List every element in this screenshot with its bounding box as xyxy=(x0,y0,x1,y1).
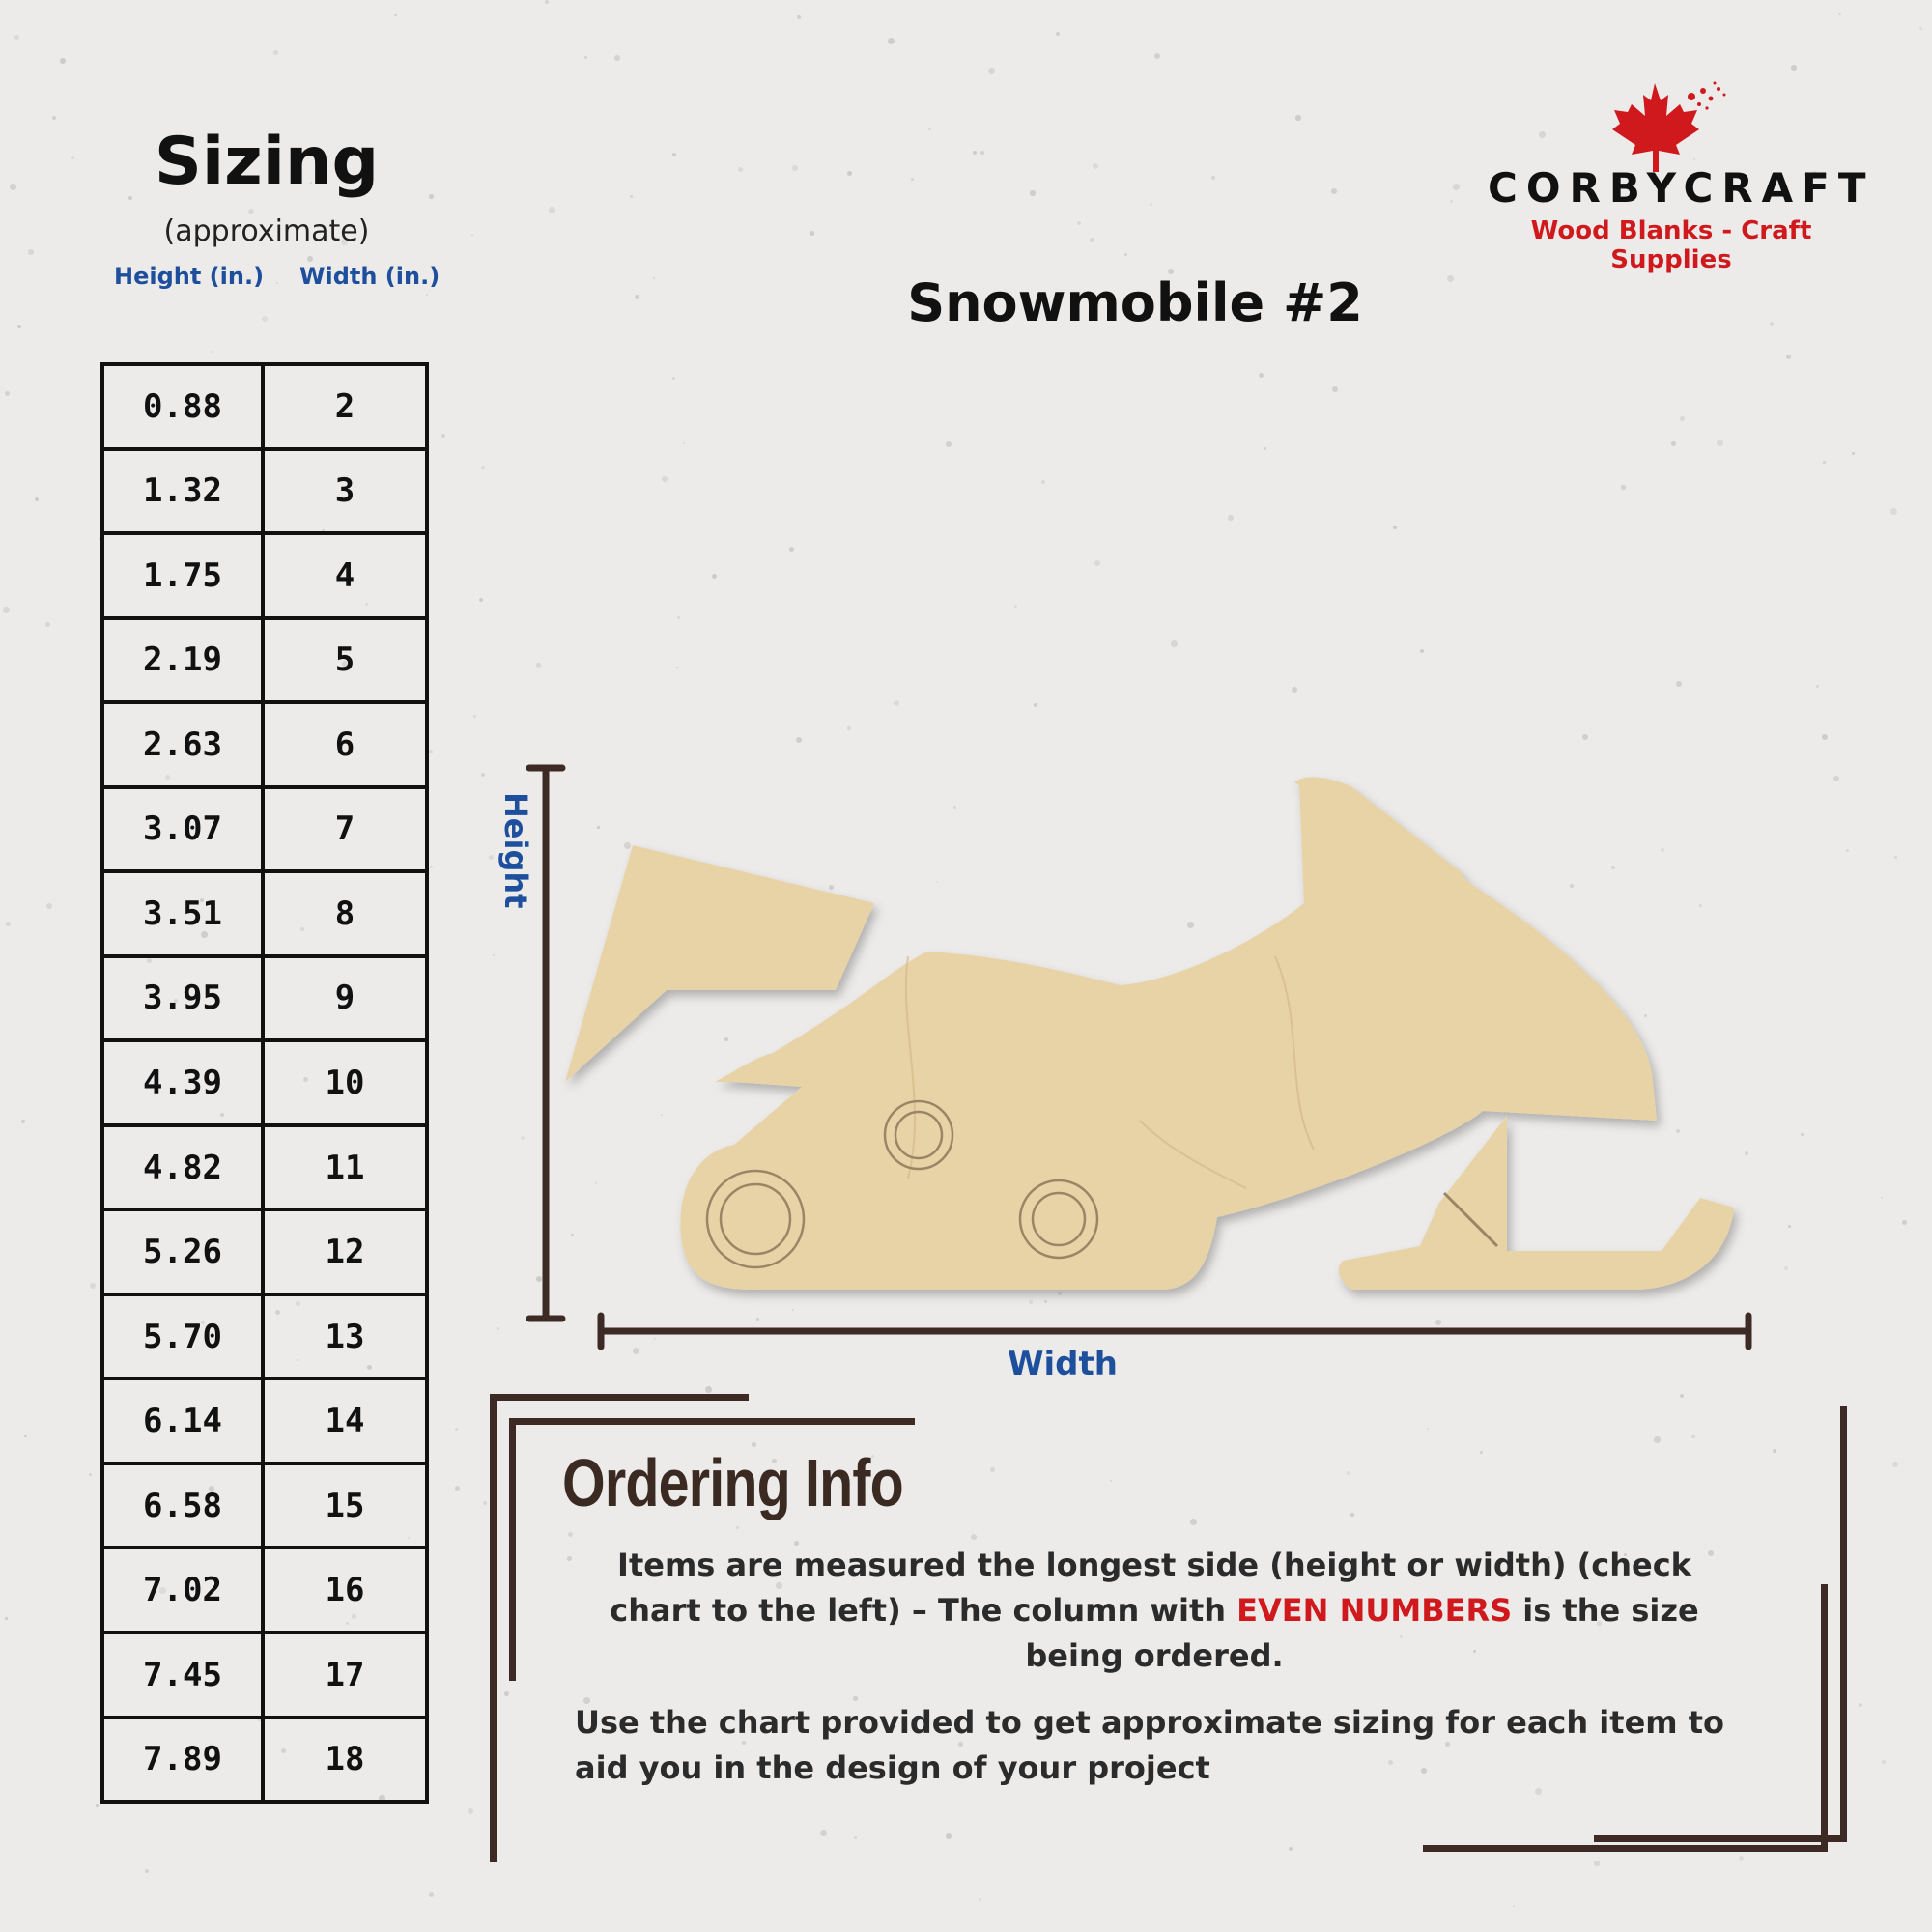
texture-speck xyxy=(1513,1905,1515,1907)
texture-speck xyxy=(1350,1513,1354,1517)
height-column-header: Height (in.) xyxy=(114,263,265,290)
texture-speck xyxy=(429,194,434,199)
texture-speck xyxy=(672,377,675,380)
texture-speck xyxy=(854,1836,857,1839)
width-label: Width xyxy=(1008,1345,1118,1383)
texture-speck xyxy=(96,1804,99,1807)
sizing-subtitle: (approximate) xyxy=(163,214,370,248)
size-row xyxy=(104,700,425,785)
texture-speck xyxy=(820,1830,827,1836)
texture-speck xyxy=(792,165,798,171)
sizing-title: Sizing xyxy=(154,124,380,200)
texture-speck xyxy=(426,294,428,296)
height-cell: 0.88 xyxy=(104,366,265,447)
texture-speck xyxy=(1801,1133,1804,1136)
texture-speck xyxy=(1393,526,1397,529)
texture-speck xyxy=(5,391,10,396)
size-row xyxy=(104,785,425,870)
texture-speck xyxy=(90,1283,96,1289)
width-cell: 7 xyxy=(334,810,355,849)
texture-speck xyxy=(979,1898,981,1901)
height-label: Height xyxy=(497,792,534,909)
texture-speck xyxy=(483,1501,487,1505)
texture-speck xyxy=(17,325,21,328)
even-numbers-highlight: EVEN NUMBERS xyxy=(1236,1592,1513,1629)
texture-speck xyxy=(1292,687,1297,693)
texture-speck xyxy=(568,1532,573,1537)
width-cell: 16 xyxy=(325,1571,365,1610)
texture-speck xyxy=(738,167,743,172)
texture-speck xyxy=(683,442,685,444)
size-row xyxy=(104,616,425,701)
size-row xyxy=(104,1631,425,1716)
texture-speck xyxy=(21,1120,25,1123)
width-cell: 5 xyxy=(334,640,355,680)
texture-speck xyxy=(14,35,19,40)
frame-line xyxy=(1840,1406,1847,1842)
texture-speck xyxy=(1890,508,1897,515)
size-row xyxy=(104,1546,425,1631)
height-cell: 4.82 xyxy=(104,1127,265,1208)
width-column-header: Width (in.) xyxy=(299,263,440,290)
size-row xyxy=(104,531,425,616)
texture-speck xyxy=(796,737,802,743)
texture-speck xyxy=(1902,1220,1907,1225)
texture-speck xyxy=(1594,1861,1600,1866)
texture-speck xyxy=(1691,1435,1695,1438)
texture-speck xyxy=(1014,605,1017,608)
texture-speck xyxy=(584,56,587,59)
texture-speck xyxy=(1671,441,1676,446)
texture-speck xyxy=(705,1386,712,1393)
texture-speck xyxy=(797,15,801,19)
maple-leaf-icon xyxy=(1599,79,1734,176)
texture-speck xyxy=(1347,1471,1350,1475)
texture-speck xyxy=(1090,238,1094,242)
texture-speck xyxy=(1680,416,1685,421)
texture-speck xyxy=(1435,1320,1441,1325)
texture-speck xyxy=(911,178,914,181)
size-row xyxy=(104,1462,425,1547)
texture-speck xyxy=(28,249,34,255)
texture-speck xyxy=(273,50,278,55)
texture-speck xyxy=(1190,1519,1197,1525)
texture-speck xyxy=(1892,1462,1898,1467)
frame-line xyxy=(1821,1584,1828,1850)
texture-speck xyxy=(1331,188,1337,194)
texture-speck xyxy=(1450,200,1453,203)
texture-speck xyxy=(1852,452,1855,455)
texture-speck xyxy=(1228,515,1234,521)
texture-speck xyxy=(481,773,485,777)
texture-speck xyxy=(1094,560,1100,566)
ordering-text: Items are measured the longest side (height or width) (check chart to the left) – The column with xyxy=(610,1547,1691,1629)
texture-speck xyxy=(1124,253,1127,256)
texture-speck xyxy=(1041,480,1045,484)
product-title: Snowmobile #2 xyxy=(907,272,1363,333)
texture-speck xyxy=(441,434,445,438)
texture-speck xyxy=(677,616,680,619)
frame-line xyxy=(1423,1845,1828,1852)
height-cell: 3.51 xyxy=(104,873,265,954)
texture-speck xyxy=(6,922,11,926)
texture-speck xyxy=(630,195,633,198)
texture-speck xyxy=(549,207,555,213)
height-cell: 6.58 xyxy=(104,1465,265,1547)
texture-speck xyxy=(672,153,676,156)
texture-speck xyxy=(567,1556,572,1561)
texture-speck xyxy=(946,1833,952,1839)
texture-speck xyxy=(262,316,268,322)
ordering-info-title: Ordering Info xyxy=(562,1445,903,1520)
texture-speck xyxy=(429,1892,434,1897)
texture-speck xyxy=(894,700,899,706)
texture-speck xyxy=(973,151,977,155)
texture-speck xyxy=(1264,447,1266,450)
texture-speck xyxy=(1816,685,1819,688)
texture-speck xyxy=(1332,386,1338,392)
size-table xyxy=(100,362,429,1804)
texture-speck xyxy=(3,607,10,613)
size-row xyxy=(104,447,425,532)
texture-speck xyxy=(847,726,851,730)
texture-speck xyxy=(473,715,476,718)
texture-speck xyxy=(145,1869,149,1873)
texture-speck xyxy=(46,903,52,909)
texture-speck xyxy=(1415,1328,1421,1334)
texture-speck xyxy=(1453,184,1460,190)
texture-speck xyxy=(988,68,995,74)
texture-speck xyxy=(1881,1197,1883,1199)
texture-speck xyxy=(676,667,678,668)
texture-speck xyxy=(1770,322,1774,326)
texture-speck xyxy=(504,1691,509,1696)
texture-speck xyxy=(662,476,668,482)
width-cell: 18 xyxy=(325,1740,365,1779)
texture-speck xyxy=(847,171,852,176)
texture-speck xyxy=(971,1534,977,1540)
size-row xyxy=(104,1377,425,1462)
height-cell: 7.45 xyxy=(104,1634,265,1716)
texture-speck xyxy=(394,14,397,16)
texture-speck xyxy=(471,234,473,236)
texture-speck xyxy=(1823,461,1826,464)
texture-speck xyxy=(89,1473,92,1476)
ordering-info-paragraph xyxy=(575,1543,1734,1679)
width-cell: 13 xyxy=(325,1317,365,1356)
texture-speck xyxy=(24,1435,27,1437)
texture-speck xyxy=(521,1136,525,1140)
height-cell: 4.39 xyxy=(104,1042,265,1123)
texture-speck xyxy=(211,351,213,353)
texture-speck xyxy=(1539,131,1546,138)
texture-speck xyxy=(1833,776,1839,781)
width-cell: 9 xyxy=(334,979,355,1018)
height-cell: 3.95 xyxy=(104,958,265,1039)
size-row xyxy=(104,366,425,447)
texture-speck xyxy=(789,547,794,552)
height-cell: 3.07 xyxy=(104,789,265,870)
height-cell: 5.26 xyxy=(104,1211,265,1293)
texture-speck xyxy=(1846,849,1849,852)
texture-speck xyxy=(1259,373,1264,378)
texture-speck xyxy=(479,598,483,602)
texture-speck xyxy=(1295,115,1301,121)
texture-speck xyxy=(1582,734,1588,740)
height-cell: 1.32 xyxy=(104,451,265,532)
texture-speck xyxy=(1056,32,1060,36)
texture-speck xyxy=(1289,1847,1293,1851)
texture-speck xyxy=(712,574,717,579)
width-cell: 15 xyxy=(325,1486,365,1525)
texture-speck xyxy=(946,441,952,447)
texture-speck xyxy=(1784,1266,1788,1270)
texture-speck xyxy=(928,128,931,130)
texture-speck xyxy=(1717,440,1723,446)
texture-speck xyxy=(71,156,74,159)
texture-speck xyxy=(633,1348,639,1354)
texture-speck xyxy=(430,866,433,868)
width-cell: 2 xyxy=(334,386,355,426)
width-cell: 17 xyxy=(325,1655,365,1694)
width-cell: 14 xyxy=(325,1402,365,1441)
size-row xyxy=(104,869,425,954)
texture-speck xyxy=(1859,1703,1862,1707)
height-cell: 1.75 xyxy=(104,535,265,616)
frame-line xyxy=(1594,1835,1847,1842)
brand-name: CORBYCRAFT xyxy=(1488,164,1875,212)
width-cell: 12 xyxy=(325,1233,365,1272)
texture-speck xyxy=(1919,27,1922,30)
texture-speck xyxy=(1894,856,1897,859)
size-row xyxy=(104,954,425,1039)
texture-speck xyxy=(60,58,66,64)
texture-speck xyxy=(980,151,984,155)
texture-speck xyxy=(429,750,433,753)
texture-speck xyxy=(1034,703,1037,707)
texture-speck xyxy=(1420,649,1424,653)
size-row xyxy=(104,1123,425,1208)
texture-speck xyxy=(1447,275,1454,282)
frame-line xyxy=(490,1394,749,1401)
width-cell: 11 xyxy=(325,1148,365,1187)
texture-speck xyxy=(468,1808,473,1814)
texture-speck xyxy=(1838,13,1841,15)
height-cell: 7.02 xyxy=(104,1549,265,1631)
texture-speck xyxy=(654,1338,656,1340)
width-cell: 8 xyxy=(334,894,355,933)
texture-speck xyxy=(1154,53,1160,59)
texture-speck xyxy=(1791,65,1797,71)
texture-speck xyxy=(1822,734,1828,740)
texture-speck xyxy=(1093,163,1098,169)
size-row xyxy=(104,1038,425,1123)
width-cell: 4 xyxy=(334,555,355,595)
texture-speck xyxy=(481,466,485,469)
texture-speck xyxy=(1110,1480,1112,1482)
brand-tagline: Wood Blanks - Craft Supplies xyxy=(1530,216,1812,274)
texture-speck xyxy=(736,1526,739,1529)
texture-speck xyxy=(1077,221,1081,225)
texture-speck xyxy=(45,622,50,627)
texture-speck xyxy=(1739,1856,1744,1861)
size-row xyxy=(104,1716,425,1801)
size-row xyxy=(104,1293,425,1378)
texture-speck xyxy=(1788,1225,1791,1228)
frame-line xyxy=(490,1394,497,1862)
texture-speck xyxy=(888,38,895,44)
width-cell: 10 xyxy=(325,1064,365,1103)
frame-line xyxy=(509,1418,915,1425)
texture-speck xyxy=(10,184,16,190)
texture-speck xyxy=(493,954,495,956)
height-cell: 2.19 xyxy=(104,620,265,701)
texture-speck xyxy=(1621,485,1626,490)
texture-speck xyxy=(307,256,313,262)
height-cell: 7.89 xyxy=(104,1719,265,1801)
texture-speck xyxy=(614,55,620,61)
texture-speck xyxy=(1882,1760,1886,1764)
ordering-text: is the size being ordered. xyxy=(1025,1592,1699,1674)
texture-speck xyxy=(35,497,39,501)
texture-speck xyxy=(1480,1451,1483,1454)
height-cell: 2.63 xyxy=(104,704,265,785)
ordering-info-paragraph-2: Use the chart provided to get approximate sizing for each item to aid you in the design of your project xyxy=(575,1704,1725,1786)
texture-speck xyxy=(536,663,541,668)
texture-speck xyxy=(1427,1428,1429,1430)
texture-speck xyxy=(1773,1449,1776,1453)
height-cell: 6.14 xyxy=(104,1380,265,1462)
texture-speck xyxy=(497,1327,499,1330)
width-cell: 3 xyxy=(334,471,355,511)
texture-speck xyxy=(653,277,655,279)
texture-speck xyxy=(5,1617,8,1620)
texture-speck xyxy=(276,282,278,284)
texture-speck xyxy=(455,1486,460,1491)
texture-speck xyxy=(1211,176,1215,180)
texture-speck xyxy=(1676,681,1682,687)
texture-speck xyxy=(52,116,56,120)
texture-speck xyxy=(455,1428,458,1431)
texture-speck xyxy=(990,1467,995,1472)
texture-speck xyxy=(635,295,639,299)
texture-speck xyxy=(1680,1394,1684,1398)
texture-speck xyxy=(1786,355,1791,359)
texture-speck xyxy=(1654,1436,1661,1443)
texture-speck xyxy=(545,0,549,4)
texture-speck xyxy=(810,231,814,236)
frame-line xyxy=(509,1418,516,1681)
height-cell: 5.70 xyxy=(104,1296,265,1378)
width-cell: 6 xyxy=(334,724,355,764)
snowmobile-wood-shape xyxy=(541,753,1748,1314)
texture-speck xyxy=(1030,190,1036,196)
texture-speck xyxy=(1150,203,1152,206)
texture-speck xyxy=(1171,640,1178,647)
size-row xyxy=(104,1208,425,1293)
texture-speck xyxy=(756,1318,759,1321)
